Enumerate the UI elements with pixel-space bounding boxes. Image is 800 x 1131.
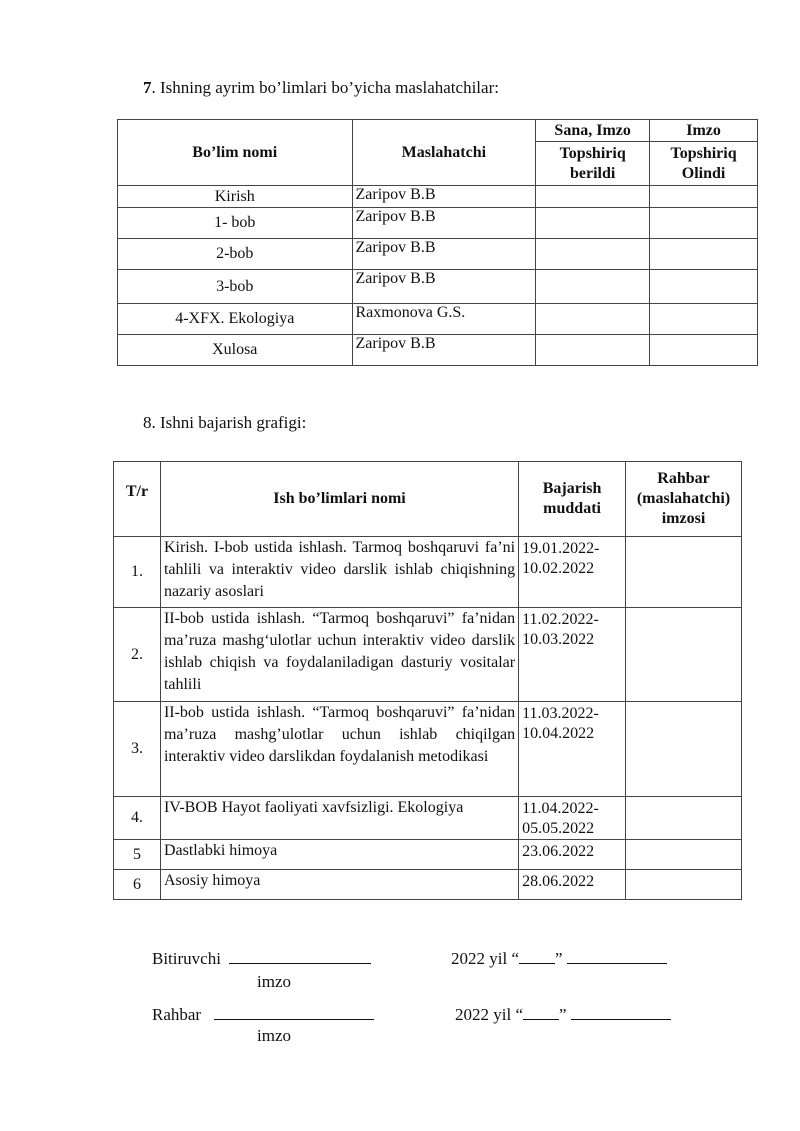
berildi-cell: [536, 270, 650, 304]
berildi-cell: [536, 239, 650, 270]
imzo-label-1: imzo: [257, 972, 291, 991]
schedule-row: [114, 840, 742, 870]
olindi-cell: [650, 208, 758, 239]
bolim-cell: 1- bob: [118, 208, 353, 239]
bolim-cell: Xulosa: [118, 335, 353, 366]
header-tr: T/r: [114, 462, 161, 537]
month-blank-2: [571, 1003, 671, 1020]
section7-title: . Ishning ayrim bo’limlari bo’yicha maslahatchilar:: [151, 78, 499, 97]
schedule-table: [113, 461, 742, 900]
consultant-row: [118, 239, 758, 270]
year-prefix-2: 2022 yil “: [455, 1005, 523, 1024]
berildi-cell: [536, 304, 650, 335]
consultant-row: [118, 304, 758, 335]
task-description: Kirish. I-bob ustida ishlash. Tarmoq boshqaruvi fa’ni tahlili va interaktiv video darslik ishlab chiqishning nazariy asoslari: [160, 537, 518, 608]
deadline-cell: 11.03.2022-10.04.2022: [519, 702, 626, 797]
olindi-cell: [650, 270, 758, 304]
date-line-1: [451, 947, 667, 969]
consultant-row: [118, 335, 758, 366]
month-blank-1: [567, 947, 667, 964]
schedule-row: [114, 702, 742, 797]
consultants-table: [117, 119, 758, 366]
maslahatchi-cell: Zaripov B.B: [352, 186, 536, 208]
header-ish-bolimlari: Ish bo’limlari nomi: [160, 462, 518, 537]
deadline-cell: 11.04.2022-05.05.2022: [519, 797, 626, 840]
schedule-row: [114, 537, 742, 608]
signature-bitiruvchi: [152, 947, 371, 969]
deadline-cell: 23.06.2022: [519, 840, 626, 870]
olindi-cell: [650, 186, 758, 208]
maslahatchi-cell: Raxmonova G.S.: [352, 304, 536, 335]
bolim-cell: 4-XFX. Ekologiya: [118, 304, 353, 335]
task-description: IV-BOB Hayot faoliyati xavfsizligi. Ekologiya: [160, 797, 518, 840]
signature-cell: [626, 537, 742, 608]
maslahatchi-cell: Zaripov B.B: [352, 239, 536, 270]
section7-number: 7: [143, 78, 152, 97]
bolim-cell: Kirish: [118, 186, 353, 208]
signature-cell: [626, 870, 742, 900]
consultant-row: [118, 186, 758, 208]
year-suffix-1: ”: [555, 949, 563, 968]
rahbar-signature-line: [214, 1003, 374, 1020]
signature-cell: [626, 797, 742, 840]
bolim-cell: 2-bob: [118, 239, 353, 270]
berildi-cell: [536, 208, 650, 239]
section8-heading: 8. Ishni bajarish grafigi:: [143, 413, 307, 432]
signature-rahbar: [152, 1003, 374, 1025]
bitiruvchi-signature-line: [229, 947, 371, 964]
consultant-row: [118, 270, 758, 304]
row-number: 3.: [114, 702, 161, 797]
olindi-cell: [650, 239, 758, 270]
imzo-label-2: imzo: [257, 1026, 291, 1045]
olindi-cell: [650, 304, 758, 335]
berildi-cell: [536, 186, 650, 208]
schedule-row: [114, 870, 742, 900]
row-number: 6: [114, 870, 161, 900]
olindi-cell: [650, 335, 758, 366]
bitiruvchi-label: Bitiruvchi: [152, 949, 221, 968]
task-description: II-bob ustida ishlash. “Tarmoq boshqaruvi” fa’nidan ma’ruza mashg‘ulotlar uchun interaktiv video darslik ishlab chiqish va foydalaniladigan dasturiy vositalar tahlili: [160, 608, 518, 702]
deadline-cell: 11.02.2022-10.03.2022: [519, 608, 626, 702]
bolim-cell: 3-bob: [118, 270, 353, 304]
maslahatchi-cell: Zaripov B.B: [352, 208, 536, 239]
date-line-2: [455, 1003, 671, 1025]
deadline-cell: 28.06.2022: [519, 870, 626, 900]
header-bolim-nomi: Bo’lim nomi: [118, 120, 353, 186]
maslahatchi-cell: Zaripov B.B: [352, 270, 536, 304]
signature-cell: [626, 702, 742, 797]
year-prefix-1: 2022 yil “: [451, 949, 519, 968]
schedule-row: [114, 797, 742, 840]
header-topshiriq-olindi: Topshiriq Olindi: [650, 142, 758, 186]
header-maslahatchi: Maslahatchi: [352, 120, 536, 186]
header-rahbar-imzosi: Rahbar (maslahatchi) imzosi: [626, 462, 742, 537]
header-bajarish-muddati: Bajarish muddati: [519, 462, 626, 537]
schedule-row: [114, 608, 742, 702]
section7-heading: [143, 78, 499, 98]
row-number: 1.: [114, 537, 161, 608]
task-description: II-bob ustida ishlash. “Tarmoq boshqaruvi” fa’nidan ma’ruza mashg’ulotlar uchun ishlab chiqilgan interaktiv video darslikdan foydalanish metodikasi: [160, 702, 518, 797]
signature-cell: [626, 840, 742, 870]
berildi-cell: [536, 335, 650, 366]
signature-cell: [626, 608, 742, 702]
deadline-cell: 19.01.2022-10.02.2022: [519, 537, 626, 608]
header-topshiriq-berildi: Topshiriq berildi: [536, 142, 650, 186]
maslahatchi-cell: Zaripov B.B: [352, 335, 536, 366]
day-blank-1: [519, 947, 555, 964]
rahbar-label: Rahbar: [152, 1005, 202, 1024]
row-number: 4.: [114, 797, 161, 840]
row-number: 5: [114, 840, 161, 870]
consultant-row: [118, 208, 758, 239]
row-number: 2.: [114, 608, 161, 702]
task-description: Dastlabki himoya: [160, 840, 518, 870]
header-sana-imzo: Sana, Imzo: [536, 120, 650, 142]
year-suffix-2: ”: [559, 1005, 567, 1024]
task-description: Asosiy himoya: [160, 870, 518, 900]
header-imzo: Imzo: [650, 120, 758, 142]
day-blank-2: [523, 1003, 559, 1020]
